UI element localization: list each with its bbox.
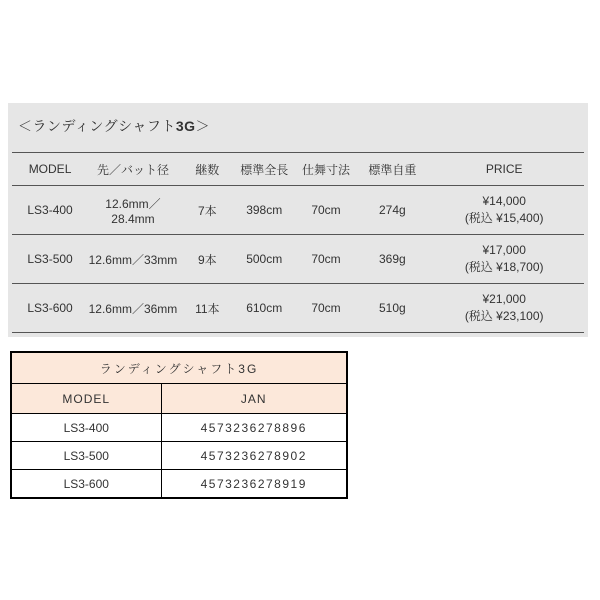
jan-header-row	[11, 384, 347, 414]
price-cell	[424, 235, 584, 284]
jan-cell: 4573236278902	[161, 442, 347, 470]
model-cell: LS3-600	[11, 470, 161, 499]
sections-cell: 11本	[178, 284, 237, 333]
spec-title-prefix: ＜ランディングシャフト	[18, 118, 176, 134]
spec-title-suffix: ＞	[195, 118, 211, 134]
price-main: ¥21,000	[482, 291, 526, 306]
weight-cell: 274g	[360, 186, 424, 235]
model-cell: LS3-500	[11, 442, 161, 470]
model-cell: LS3-600	[12, 284, 88, 333]
model-cell: LS3-500	[12, 235, 88, 284]
spec-row-ls3-500	[12, 235, 584, 284]
jan-cell: 4573236278919	[161, 470, 347, 499]
spec-section	[8, 103, 588, 337]
spec-col-length: 標準全長	[237, 153, 292, 186]
jan-row-ls3-400	[11, 414, 347, 442]
jan-table	[10, 351, 348, 499]
length-cell: 610cm	[237, 284, 292, 333]
jan-cell: 4573236278896	[161, 414, 347, 442]
length-cell: 398cm	[237, 186, 292, 235]
diameter-cell: 12.6mm／28.4mm	[88, 186, 178, 235]
spec-col-closed: 仕舞寸法	[292, 153, 361, 186]
jan-row-ls3-600	[11, 470, 347, 499]
price-cell	[424, 186, 584, 235]
price-tax: (税込 ¥18,700)	[464, 260, 544, 274]
model-cell: LS3-400	[12, 186, 88, 235]
jan-col-jan: JAN	[161, 384, 347, 414]
spec-title	[8, 103, 588, 152]
price-main: ¥17,000	[482, 242, 526, 257]
spec-col-sections: 継数	[178, 153, 237, 186]
spec-header-row	[12, 153, 584, 186]
spec-table	[12, 152, 584, 333]
diameter-cell: 12.6mm／33mm	[88, 235, 178, 284]
spec-col-weight: 標準自重	[360, 153, 424, 186]
weight-cell: 510g	[360, 284, 424, 333]
spec-title-model: 3G	[175, 118, 196, 134]
price-tax: (税込 ¥15,400)	[464, 211, 544, 225]
spec-row-ls3-600	[12, 284, 584, 333]
price-tax: (税込 ¥23,100)	[464, 309, 544, 323]
sections-cell: 7本	[178, 186, 237, 235]
price-main: ¥14,000	[482, 193, 526, 208]
price-cell	[424, 284, 584, 333]
closed-cell: 70cm	[292, 186, 361, 235]
spec-col-price: PRICE	[424, 153, 584, 186]
model-cell: LS3-400	[11, 414, 161, 442]
closed-cell: 70cm	[292, 284, 361, 333]
jan-row-ls3-500	[11, 442, 347, 470]
length-cell: 500cm	[237, 235, 292, 284]
weight-cell: 369g	[360, 235, 424, 284]
spec-col-model: MODEL	[12, 153, 88, 186]
sections-cell: 9本	[178, 235, 237, 284]
jan-table-title: ランディングシャフト3G	[11, 352, 347, 384]
spec-col-diameter: 先／バット径	[88, 153, 178, 186]
jan-title-row	[11, 352, 347, 384]
diameter-cell: 12.6mm／36mm	[88, 284, 178, 333]
jan-col-model: MODEL	[11, 384, 161, 414]
spec-row-ls3-400	[12, 186, 584, 235]
closed-cell: 70cm	[292, 235, 361, 284]
